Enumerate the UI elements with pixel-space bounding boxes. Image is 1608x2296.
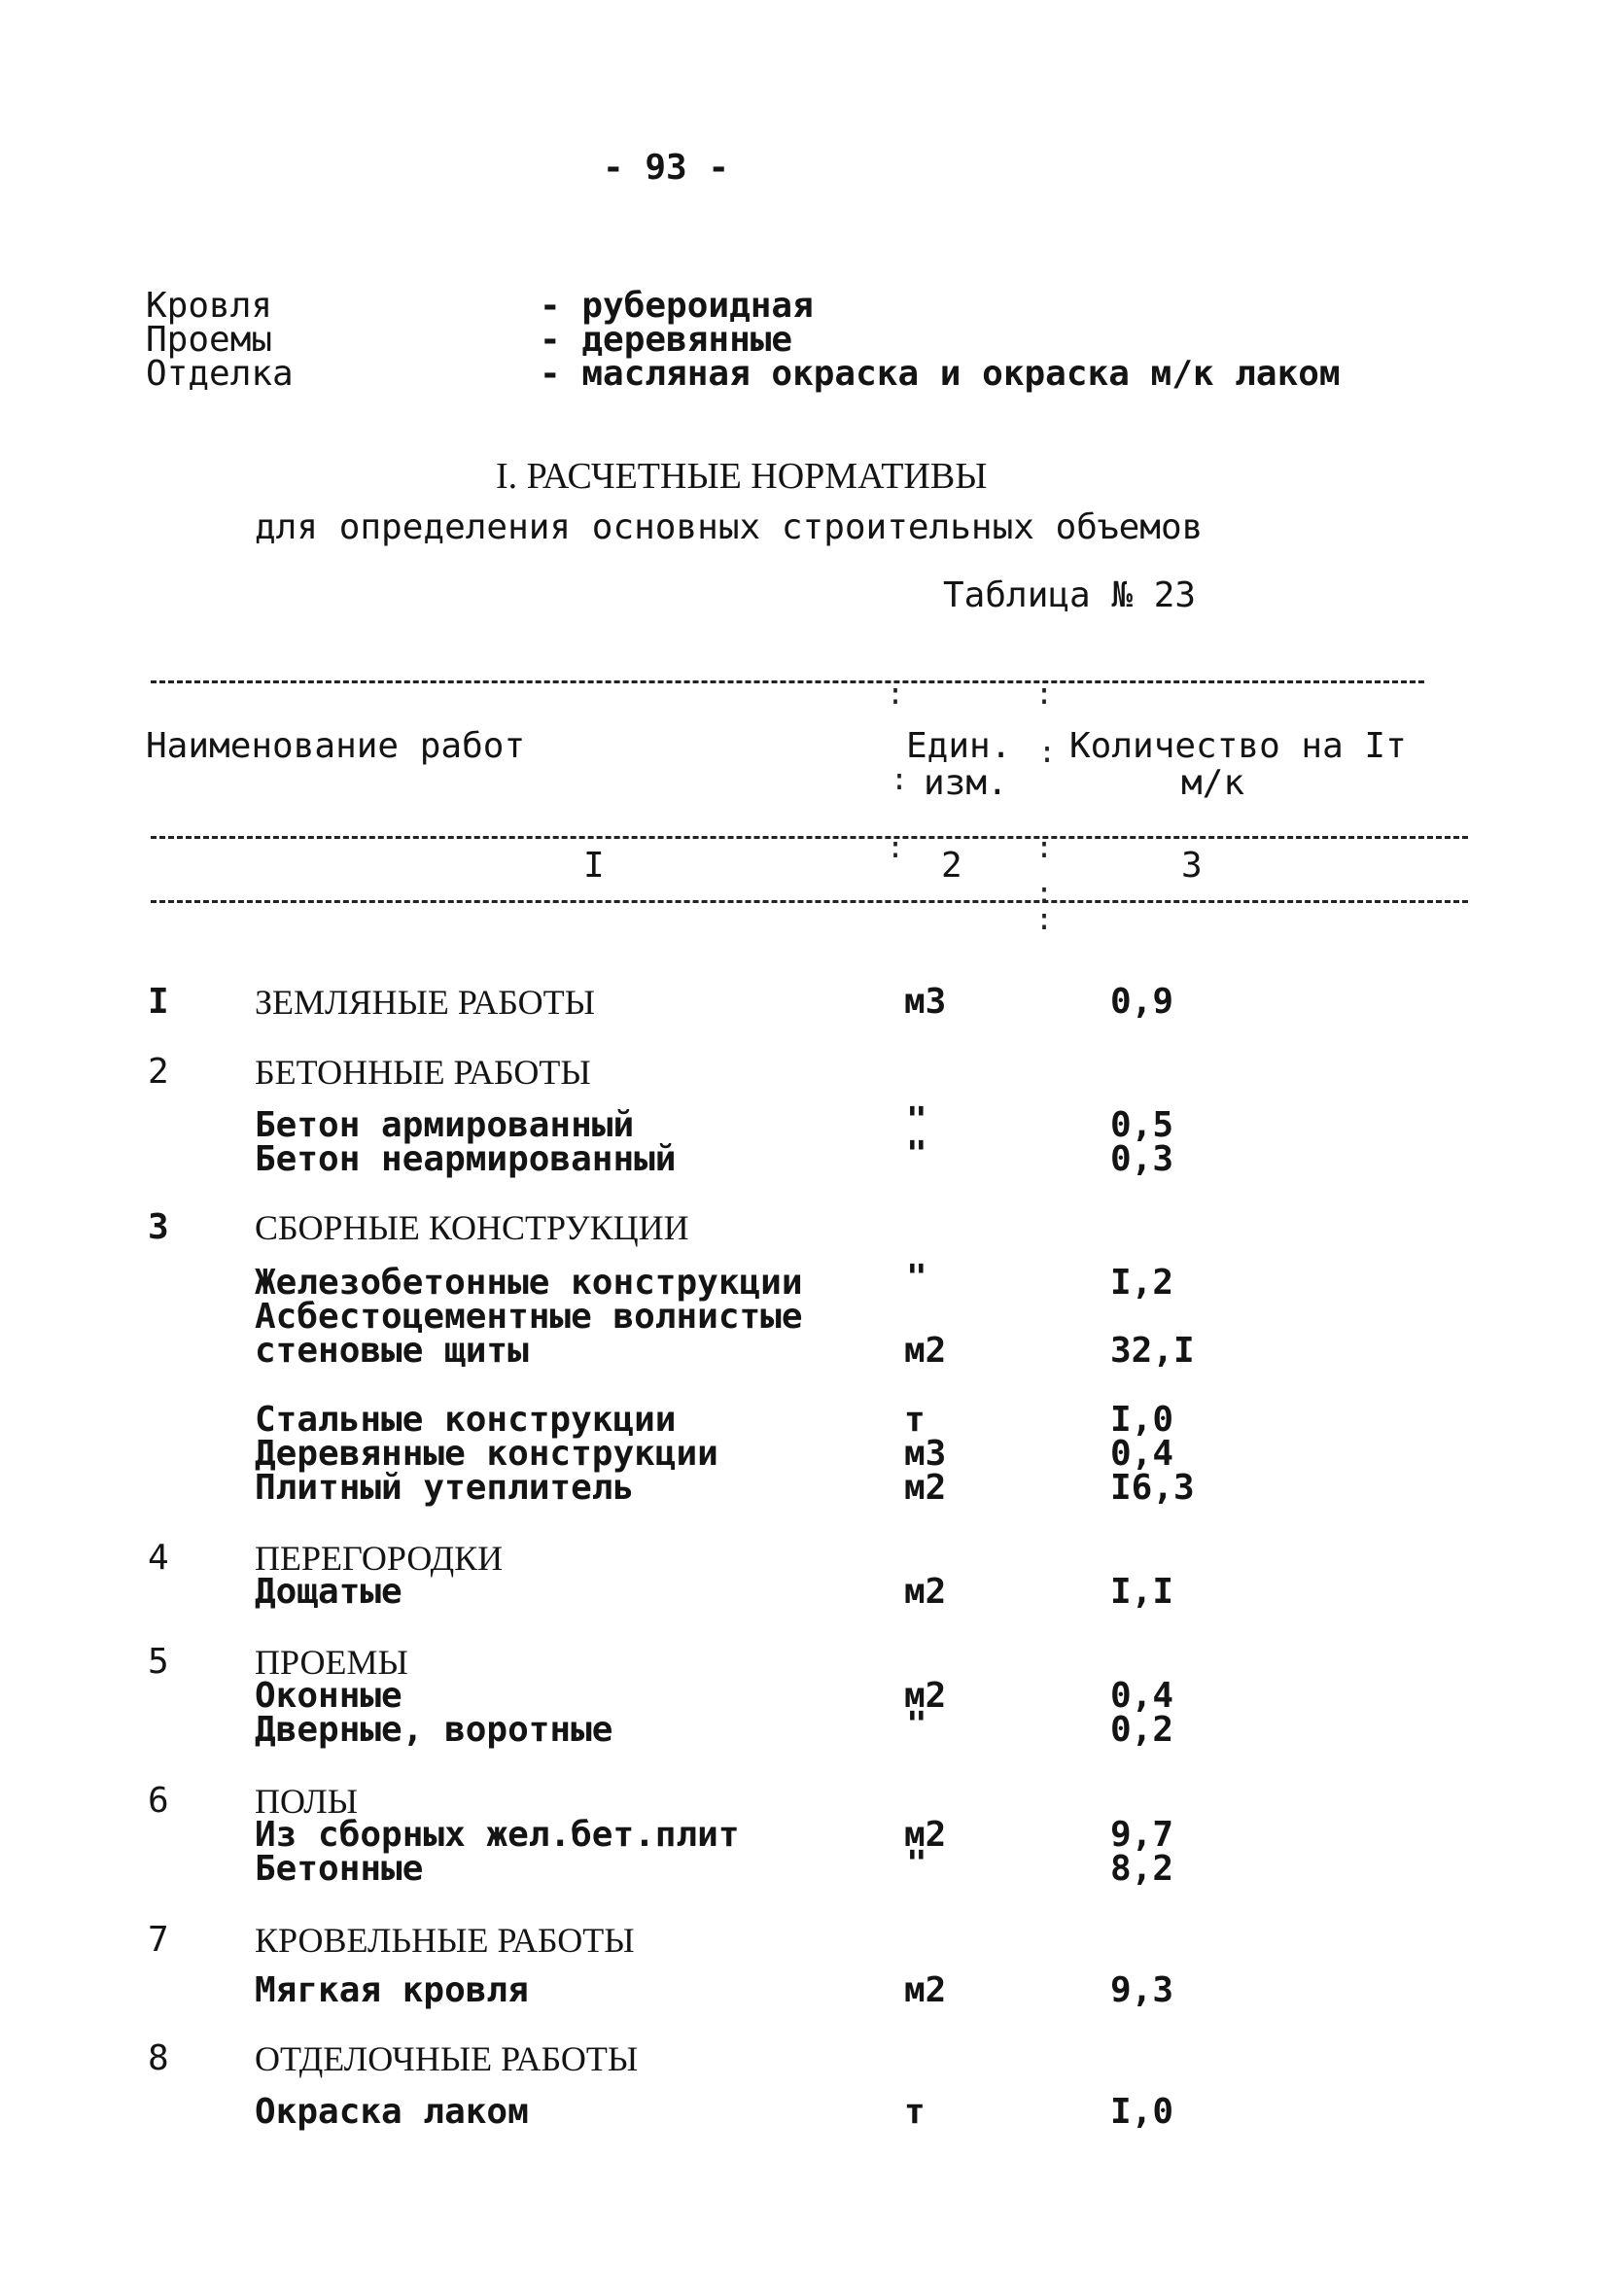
item-unit: " (906, 1100, 927, 1140)
group-title: ПРОЕМЫ (255, 1643, 408, 1682)
header-bottom-rule (151, 900, 1468, 903)
group-number: 2 (148, 1052, 169, 1092)
item-unit: " (906, 1258, 927, 1298)
page-number: - 93 - (603, 148, 730, 188)
item-value: 32,I (1110, 1331, 1195, 1371)
header-separator: : (891, 763, 909, 797)
item-value: 0,5 (1110, 1105, 1174, 1145)
spec-value-finish: - масляная окраска и окраска м/к лаком (540, 354, 1341, 394)
item-value: I,I (1110, 1572, 1174, 1612)
header-name: Наименование работ (146, 726, 526, 766)
header-unit-line1: Един. (906, 726, 1012, 766)
item-unit: м2 (904, 1676, 947, 1716)
header-separator: : (887, 678, 905, 712)
header-separator: : (1035, 831, 1054, 865)
item-name: Мягкая кровля (255, 1970, 529, 2010)
spec-label-openings: Проемы (146, 320, 273, 360)
group-number: 5 (148, 1642, 169, 1682)
group-number: 6 (148, 1781, 169, 1821)
item-name: Асбестоцементные волнистые (255, 1297, 803, 1337)
item-value: 9,3 (1110, 1970, 1174, 2010)
item-name: Деревянные конструкции (255, 1434, 718, 1474)
header-mid-rule (151, 836, 1468, 839)
item-name: Из сборных жел.бет.плит (255, 1815, 740, 1855)
item-value: 8,2 (1110, 1849, 1174, 1889)
section-subtitle: для определения основных строительных объемов (255, 507, 1204, 547)
section-title: I. РАСЧЕТНЫЕ НОРМАТИВЫ (496, 456, 988, 497)
item-unit: м2 (904, 1468, 947, 1508)
item-unit: м2 (904, 1970, 947, 2010)
table-label: Таблица № 23 (943, 575, 1197, 615)
item-name: Окраска лаком (255, 2092, 529, 2132)
group-title: КРОВЕЛЬНЫЕ РАБОТЫ (255, 1921, 635, 1960)
header-separator: : (1035, 903, 1054, 937)
item-name: Стальные конструкции (255, 1400, 677, 1440)
header-qty-line2: м/к (1181, 763, 1245, 803)
item-unit: " (906, 1705, 927, 1745)
group-title: ОТДЕЛОЧНЫЕ РАБОТЫ (255, 2039, 639, 2078)
column-number-2: 2 (941, 846, 962, 886)
group-number: 8 (148, 2038, 169, 2078)
item-name: Плитный утеплитель (255, 1468, 635, 1508)
group-title: ЗЕМЛЯНЫЕ РАБОТЫ (255, 983, 596, 1022)
item-name: Дверные, воротные (255, 1710, 613, 1750)
group-number: 7 (148, 1920, 169, 1960)
group-title: СБОРНЫЕ КОНСТРУКЦИИ (255, 1208, 689, 1247)
item-unit: " (906, 1134, 927, 1174)
item-unit: м2 (904, 1815, 947, 1855)
header-qty-line1: Количество на Iт (1069, 726, 1407, 766)
column-number-1: I (583, 846, 605, 886)
group-value: 0,9 (1110, 982, 1174, 1022)
column-number-3: 3 (1181, 846, 1203, 886)
header-top-rule (151, 680, 1424, 683)
item-name: Бетон неармированный (255, 1139, 677, 1179)
item-value: 0,4 (1110, 1676, 1174, 1716)
item-unit: м2 (904, 1331, 947, 1371)
item-value: 0,4 (1110, 1434, 1174, 1474)
item-name: Бетонные (255, 1849, 424, 1889)
item-value: I6,3 (1110, 1468, 1195, 1508)
group-title: БЕТОННЫЕ РАБОТЫ (255, 1053, 591, 1092)
item-value: 0,2 (1110, 1710, 1174, 1750)
group-title: ПОЛЫ (255, 1782, 359, 1821)
item-name: стеновые щиты (255, 1331, 529, 1371)
item-value: 0,3 (1110, 1139, 1174, 1179)
spec-label-finish: Отделка (146, 354, 294, 394)
item-value: I,0 (1110, 2092, 1174, 2132)
item-value: I,2 (1110, 1263, 1174, 1303)
item-unit: т (904, 2092, 926, 2132)
group-number: 4 (148, 1538, 169, 1578)
header-separator: : (887, 831, 905, 865)
item-unit: м3 (904, 1434, 947, 1474)
group-title: ПЕРЕГОРОДКИ (255, 1539, 504, 1578)
group-unit: м3 (904, 982, 947, 1022)
item-unit: т (904, 1400, 926, 1440)
group-number: I (148, 982, 169, 1022)
header-unit-line2: изм. (924, 763, 1008, 803)
item-name: Железобетонные конструкции (255, 1263, 803, 1303)
item-name: Дощатые (255, 1572, 402, 1612)
item-name: Бетон армированный (255, 1105, 635, 1145)
group-number: 3 (148, 1207, 169, 1247)
item-value: I,0 (1110, 1400, 1174, 1440)
item-unit: м2 (904, 1572, 947, 1612)
item-unit: " (906, 1844, 927, 1884)
item-value: 9,7 (1110, 1815, 1174, 1855)
header-separator: : (1035, 877, 1054, 911)
spec-value-roof: - рубероидная (540, 286, 814, 326)
header-separator: : (1035, 678, 1054, 712)
spec-label-roof: Кровля (146, 286, 273, 326)
spec-value-openings: - деревянные (540, 320, 793, 360)
item-name: Оконные (255, 1676, 402, 1716)
header-separator: : (1038, 736, 1057, 770)
